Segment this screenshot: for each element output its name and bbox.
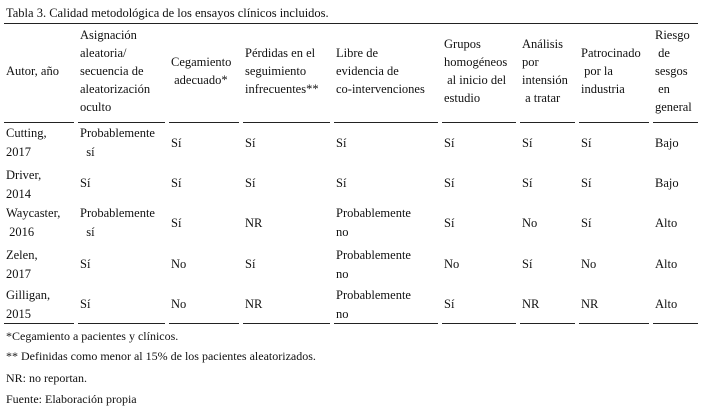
table-cell: Bajo: [655, 176, 679, 190]
table-cell: Sí: [522, 176, 533, 190]
table-bottom-rule: [78, 323, 165, 324]
row-label: Cutting, 2017: [6, 126, 47, 159]
table-cell: Alto: [655, 257, 678, 271]
source-note: Fuente: Elaboración propia: [6, 392, 137, 406]
header-bottom-rule: [579, 122, 649, 123]
table-bottom-rule: [653, 323, 698, 324]
table-bottom-rule: [334, 323, 438, 324]
table-cell: Sí: [581, 136, 592, 150]
header-bottom-rule: [653, 122, 698, 123]
footnote: *Cegamiento a pacientes y clínicos.: [6, 329, 179, 343]
table-cell: Bajo: [655, 136, 679, 150]
table-cell: Sí: [80, 257, 91, 271]
table-bottom-rule: [169, 323, 239, 324]
table-cell: Sí: [522, 136, 533, 150]
table-cell: Alto: [655, 216, 678, 230]
table-cell: Sí: [581, 216, 592, 230]
table-cell: No: [444, 257, 460, 271]
table-bottom-rule: [243, 323, 330, 324]
col-header-author-year: Autor, año: [6, 64, 59, 78]
header-bottom-rule: [520, 122, 575, 123]
col-header-allocation: Asignación aleatoria/ secuencia de aleatorización oculto: [80, 28, 151, 114]
table-cell: Alto: [655, 297, 678, 311]
col-header-industry-sponsored: Patrocinado por la industria: [581, 46, 641, 96]
table-cell: Sí: [444, 216, 455, 230]
row-label: Gilligan, 2015: [6, 288, 51, 321]
table-cell: Sí: [245, 136, 256, 150]
row-label: Waycaster, 2016: [6, 206, 61, 239]
table-caption: Tabla 3. Calidad metodológica de los ensayos clínicos incluidos.: [6, 6, 329, 20]
table-cell: NR: [581, 297, 599, 311]
table-cell: Sí: [581, 176, 592, 190]
table-cell: NR: [245, 297, 263, 311]
footnote: NR: no reportan.: [6, 371, 87, 385]
col-header-itt-analysis: Análisis por intensión a tratar: [522, 37, 568, 105]
table-cell: NR: [522, 297, 540, 311]
table-cell: Sí: [444, 176, 455, 190]
table-cell: Sí: [444, 136, 455, 150]
table-bottom-rule: [579, 323, 649, 324]
table-bottom-rule: [520, 323, 575, 324]
row-label: Driver, 2014: [6, 168, 42, 201]
table-cell: Sí: [336, 136, 347, 150]
table-cell: Probablemente no: [336, 288, 411, 321]
table-cell: Sí: [336, 176, 347, 190]
col-header-losses: Pérdidas en el seguimiento infrecuentes**: [245, 46, 319, 96]
footnote: ** Definidas como menor al 15% de los pacientes aleatorizados.: [6, 349, 316, 363]
table-cell: Sí: [171, 176, 182, 190]
col-header-co-interventions: Libre de evidencia de co-intervenciones: [336, 46, 425, 96]
table-cell: No: [171, 257, 187, 271]
table-cell: Sí: [444, 297, 455, 311]
table-bottom-rule: [4, 323, 74, 324]
header-bottom-rule: [243, 122, 330, 123]
table-top-rule: [4, 23, 698, 24]
col-header-overall-risk: Riesgo de sesgos en general: [655, 28, 692, 114]
table-cell: Sí: [80, 176, 91, 190]
header-bottom-rule: [169, 122, 239, 123]
table-cell: Sí: [80, 297, 91, 311]
header-bottom-rule: [442, 122, 516, 123]
table-cell: Sí: [171, 216, 182, 230]
col-header-blinding: Cegamiento adecuado*: [171, 55, 232, 87]
table-cell: No: [171, 297, 187, 311]
table-cell: Sí: [245, 176, 256, 190]
header-bottom-rule: [334, 122, 438, 123]
table-cell: NR: [245, 216, 263, 230]
table-cell: Probablemente no: [336, 206, 411, 239]
table-bottom-rule: [442, 323, 516, 324]
col-header-homogeneous-groups: Grupos homogéneos al inicio del estudio: [444, 37, 508, 105]
row-label: Zelen, 2017: [6, 248, 38, 281]
table-cell: No: [522, 216, 538, 230]
table-cell: Sí: [522, 257, 533, 271]
table-cell: No: [581, 257, 597, 271]
header-bottom-rule: [4, 122, 74, 123]
table-cell: Probablemente sí: [80, 206, 155, 239]
table-cell: Probablemente no: [336, 248, 411, 281]
table-cell: Sí: [245, 257, 256, 271]
table-cell: Sí: [171, 136, 182, 150]
table-cell: Probablemente sí: [80, 126, 155, 159]
header-bottom-rule: [78, 122, 165, 123]
